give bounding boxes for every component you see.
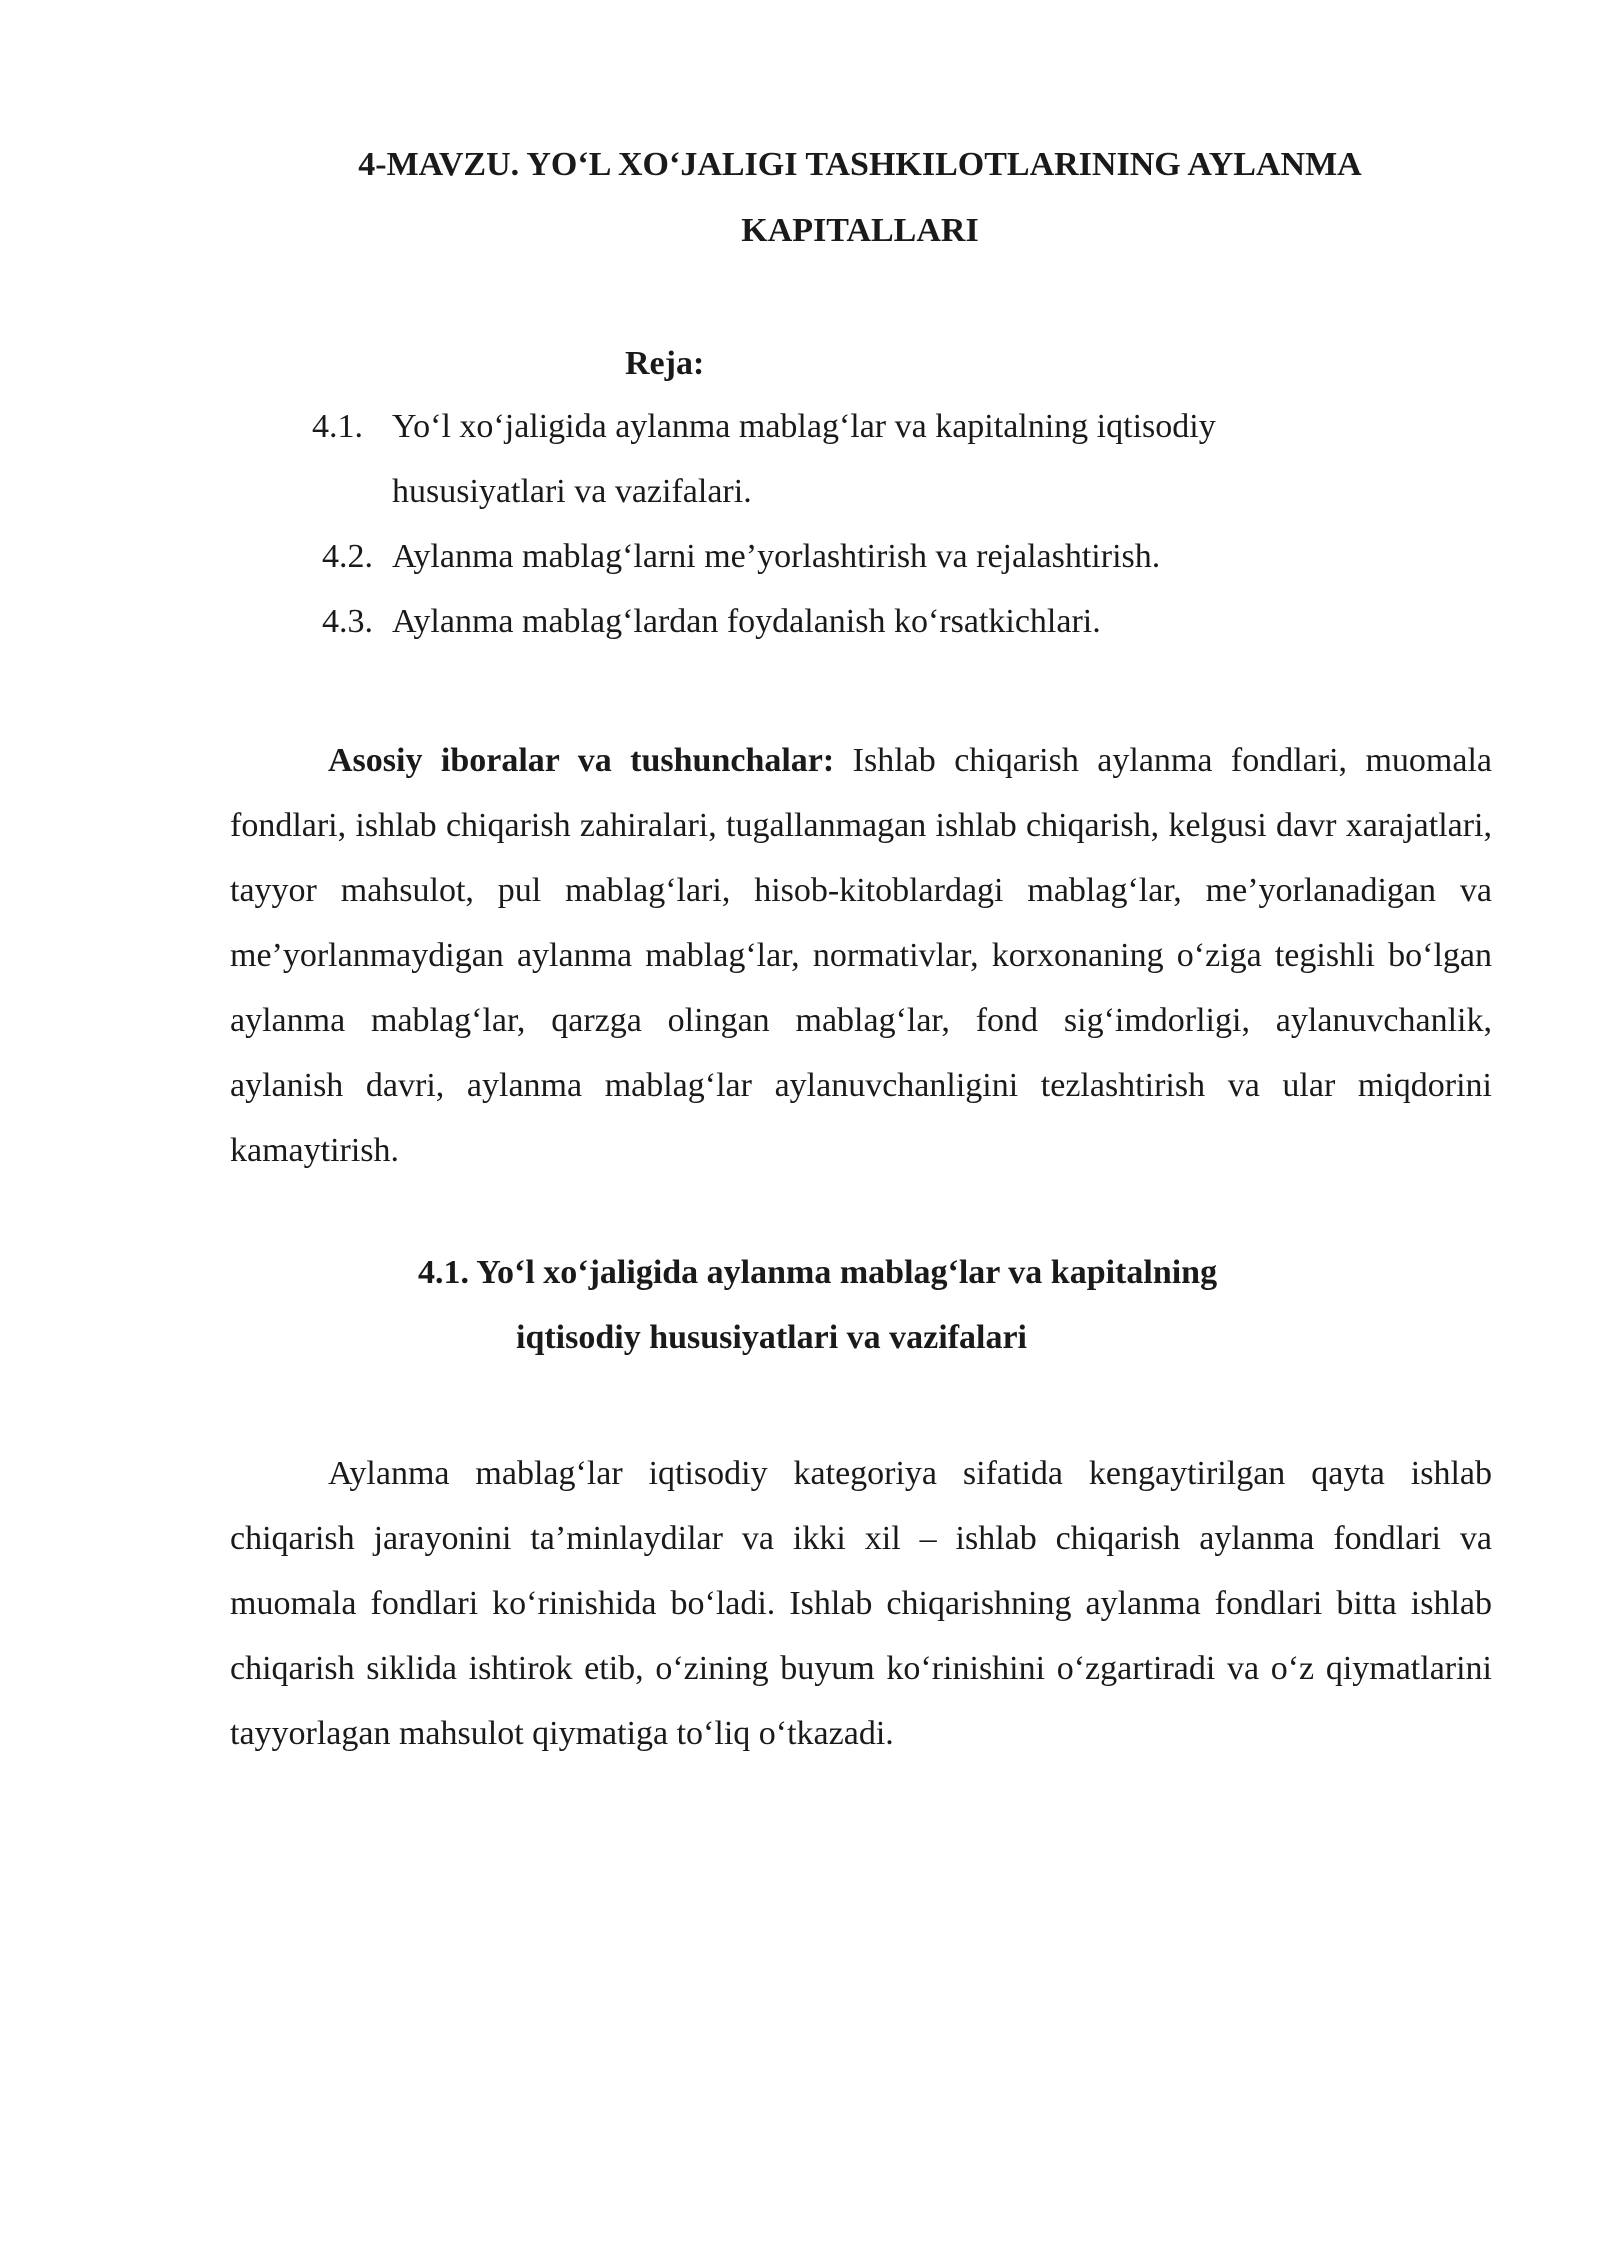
plan-item-text: Aylanma mablag‘lardan foydalanish ko‘rsatkichlari. — [392, 603, 1101, 640]
keywords-paragraph — [230, 728, 1492, 1183]
keywords-label: Asosiy iboralar va tushunchalar: — [328, 742, 835, 779]
plan-item-number: 4.3. — [322, 603, 373, 640]
keywords-text: Ishlab chiqarish aylanma fondlari, muomala fondlari, ishlab chiqarish zahiralari, tugallanmagan ishlab chiqarish, kelgusi davr xarajatlari, tayyor mahsulot, pul mablag‘lari, hisob-kitoblardagi mablag‘lar, me’yorlanadigan va me’yorlanmaydigan aylanma mablag‘lar, normativlar, korxonaning o‘ziga tegishli bo‘lgan aylanma mablag‘lar, qarzga olingan mablag‘lar, fond sig‘imdorligi, aylanuvchanlik, aylanish davri, aylanma mablag‘lar aylanuvchanligini tezlashtirish va ular miqdorini kamaytirish. — [230, 742, 1492, 1169]
body-paragraph — [230, 1441, 1492, 1766]
plan-item-text: Yo‘l xo‘jaligida aylanma mablag‘lar va kapitalning iqtisodiy — [392, 408, 1216, 445]
plan-item-text: Aylanma mablag‘larni me’yorlashtirish va rejalashtirish. — [392, 538, 1161, 575]
document-title — [230, 132, 1490, 264]
section-heading-line-1: 4.1. Yo‘l xo‘jaligida aylanma mablag‘lar va kapitalning — [418, 1254, 1218, 1291]
plan-item-number: 4.2. — [322, 538, 373, 575]
document-title-line-1: 4-MAVZU. YO‘L XO‘JALIGI TASHKILOTLARINING AYLANMA — [358, 146, 1362, 183]
body-paragraph-text: Aylanma mablag‘lar iqtisodiy kategoriya sifatida kengaytirilgan qayta ishlab chiqarish jarayonini ta’minlaydilar va ikki xil – ishlab chiqarish aylanma fondlari va muomala fondlari ko‘rinishida bo‘ladi. Ishlab chiqarishning aylanma fondlari bitta ishlab chiqarish siklida ishtirok etib, o‘zining buyum ko‘rinishini o‘zgartiradi va o‘z qiymatlarini tayyorlagan mahsulot qiymatiga to‘liq o‘tkazadi. — [230, 1455, 1492, 1752]
plan-item-number: 4.1. — [312, 408, 363, 445]
plan-item-text-continued: hususiyatlari va vazifalari. — [392, 473, 752, 510]
section-heading-line-2: iqtisodiy hususiyatlari va vazifalari — [516, 1319, 1027, 1356]
plan-heading: Reja: — [625, 345, 705, 382]
document-title-line-2: KAPITALLARI — [741, 212, 979, 249]
